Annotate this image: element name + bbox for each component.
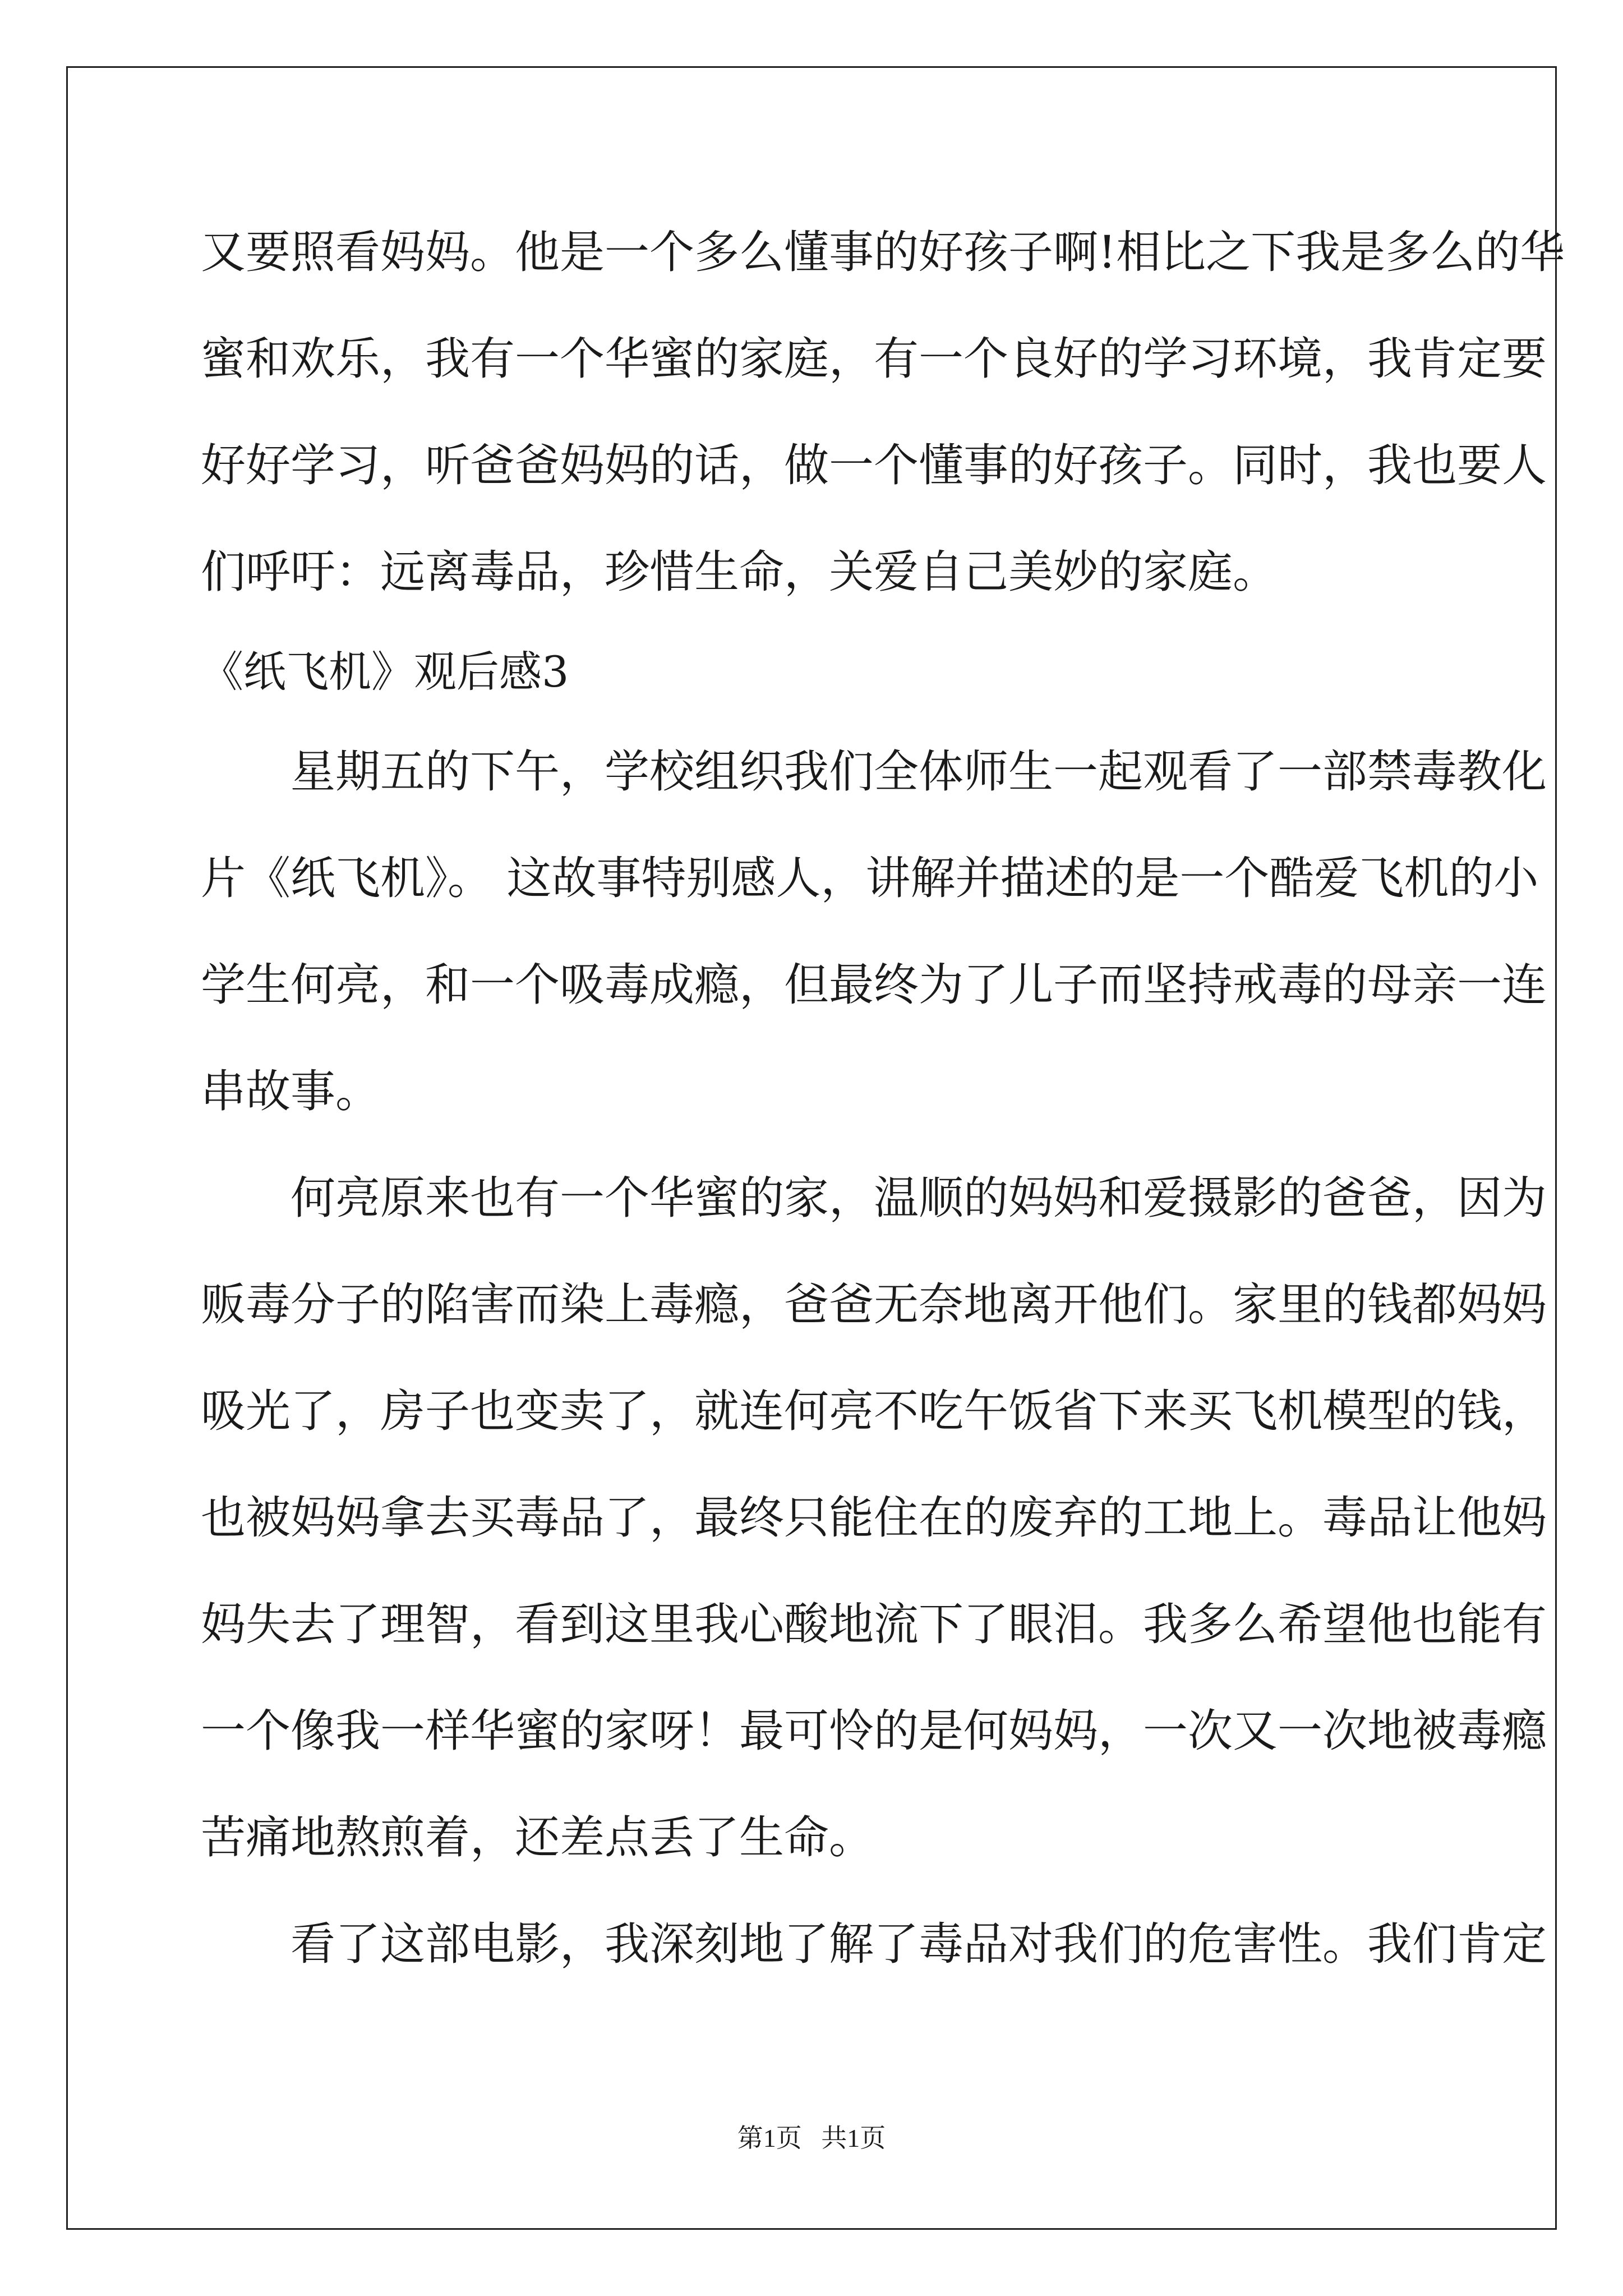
paragraph-start: 星期五的下午，学校组织我们全体师生一起观看了一部禁毒教化 bbox=[291, 746, 1547, 798]
document-body bbox=[201, 199, 1565, 1998]
text-line: 妈失去了理智，看到这里我心酸地流下了眼泪。我多么希望他也能有 bbox=[201, 1598, 1547, 1650]
paragraph-start: 看了这部电影，我深刻地了解了毒品对我们的危害性。我们肯定 bbox=[291, 1918, 1547, 1970]
text-line: 苦痛地熬煎着，还差点丢了生命。 bbox=[201, 1811, 874, 1864]
paragraph-start: 何亮原来也有一个华蜜的家，温顺的妈妈和爱摄影的爸爸，因为 bbox=[291, 1172, 1547, 1224]
text-line: 片《纸飞机》。 这故事特别感人，讲解并描述的是一个酷爱飞机的小 bbox=[201, 852, 1539, 904]
text-line: 好好学习，听爸爸妈妈的话，做一个懂事的好孩子。同时，我也要人 bbox=[201, 439, 1547, 491]
text-line: 蜜和欢乐，我有一个华蜜的家庭，有一个良好的学习环境，我肯定要 bbox=[201, 333, 1547, 385]
page-number-label: 第1页 共1页 bbox=[737, 2124, 886, 2152]
text-line: 吸光了，房子也变卖了，就连何亮不吃午饭省下来买飞机模型的钱， bbox=[201, 1385, 1547, 1437]
text-line: 串故事。 bbox=[201, 1065, 380, 1117]
section-heading: 《纸飞机》观后感3 bbox=[201, 647, 569, 697]
text-line: 又要照看妈妈。他是一个多么懂事的好孩子啊!相比之下我是多么的华 bbox=[201, 226, 1565, 278]
page-footer bbox=[0, 2122, 1623, 2155]
text-line: 们呼吁：远离毒品，珍惜生命，关爱自己美妙的家庭。 bbox=[201, 546, 1278, 598]
text-line: 学生何亮，和一个吸毒成瘾，但最终为了儿子而坚持戒毒的母亲一连 bbox=[201, 959, 1547, 1011]
text-line: 一个像我一样华蜜的家呀！最可怜的是何妈妈，一次又一次地被毒瘾 bbox=[201, 1705, 1547, 1757]
text-line: 贩毒分子的陷害而染上毒瘾，爸爸无奈地离开他们。家里的钱都妈妈 bbox=[201, 1278, 1547, 1331]
text-line: 也被妈妈拿去买毒品了，最终只能住在的废弃的工地上。毒品让他妈 bbox=[201, 1492, 1547, 1544]
